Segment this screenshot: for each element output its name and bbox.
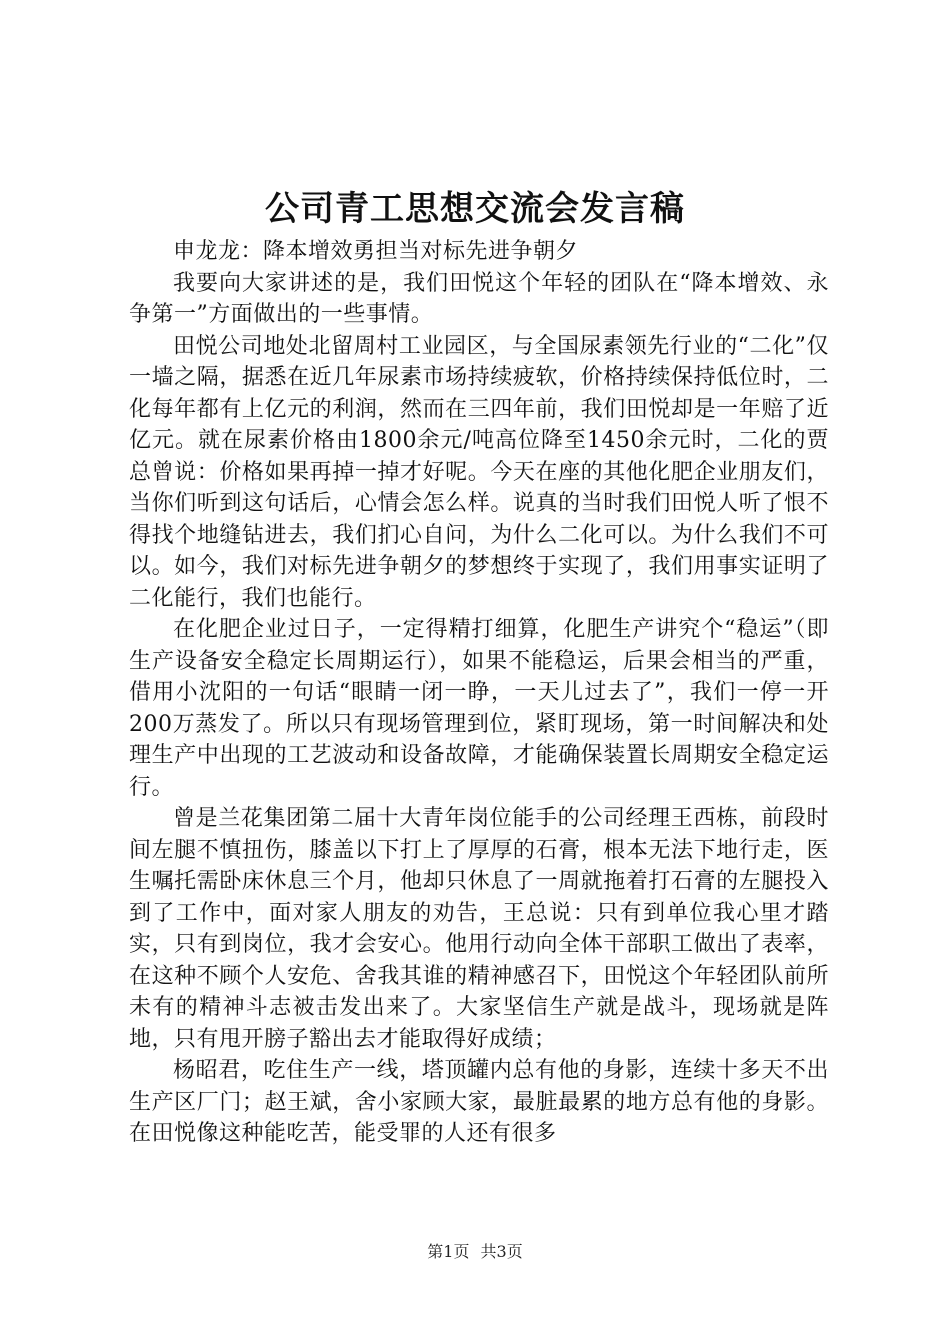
paragraph: 我要向大家讲述的是，我们田悦这个年轻的团队在“降本增效、永争第一”方面做出的一些事情。: [129, 270, 829, 327]
page-number: 第1页: [427, 1242, 470, 1261]
page-footer: [0, 1240, 950, 1264]
document-title: 公司青工思想交流会发言稿: [265, 189, 685, 229]
speaker-subtitle: 申龙龙：降本增效勇担当对标先进争朝夕: [173, 239, 579, 264]
paragraph: 在化肥企业过日子，一定得精打细算，化肥生产讲究个“稳运”（即生产设备安全稳定长周期运行），如果不能稳运，后果会相当的严重，借用小沈阳的一句话“眼睛一闭一睁，一天儿过去了”，我们一停一开200万蒸发了。所以只有现场管理到位，紧盯现场，第一时间解决和处理生产中出现的工艺波动和设备故障，才能确保装置长周期安全稳定运行。: [129, 617, 829, 800]
page-total: 共3页: [480, 1242, 523, 1261]
paragraph: 杨昭君，吃住生产一线，塔顶罐内总有他的身影，连续十多天不出生产区厂门；赵王斌，舍小家顾大家，最脏最累的地方总有他的身影。在田悦像这种能吃苦，能受罪的人还有很多: [129, 1058, 829, 1146]
paragraph: 曾是兰花集团第二届十大青年岗位能手的公司经理王西栋，前段时间左腿不慎扭伤，膝盖以下打上了厚厚的石膏，根本无法下地行走，医生嘱托需卧床休息三个月，他却只休息了一周就拖着打石膏的左腿投入到了工作中，面对家人朋友的劝告，王总说：只有到单位我心里才踏实，只有到岗位，我才会安心。他用行动向全体干部职工做出了表率，在这种不顾个人安危、舍我其谁的精神感召下，田悦这个年轻团队前所未有的精神斗志被击发出来了。大家坚信生产就是战斗，现场就是阵地，只有甩开膀子豁出去才能取得好成绩；: [129, 806, 829, 1052]
document-body: [129, 236, 829, 1150]
paragraph: 田悦公司地处北留周村工业园区，与全国尿素领先行业的“二化”仅一墙之隔，据悉在近几年尿素市场持续疲软，价格持续保持低位时，二化每年都有上亿元的利润，然而在三四年前，我们田悦却是一年赔了近亿元。就在尿素价格由1800余元/吨高位降至1450余元时，二化的贾总曾说：价格如果再掉一掉才好呢。今天在座的其他化肥企业朋友们，当你们听到这句话后，心情会怎么样。说真的当时我们田悦人听了恨不得找个地缝钻进去，我们扪心自问，为什么二化可以。为什么我们不可以。如今，我们对标先进争朝夕的梦想终于实现了，我们用事实证明了二化能行，我们也能行。: [129, 333, 829, 611]
